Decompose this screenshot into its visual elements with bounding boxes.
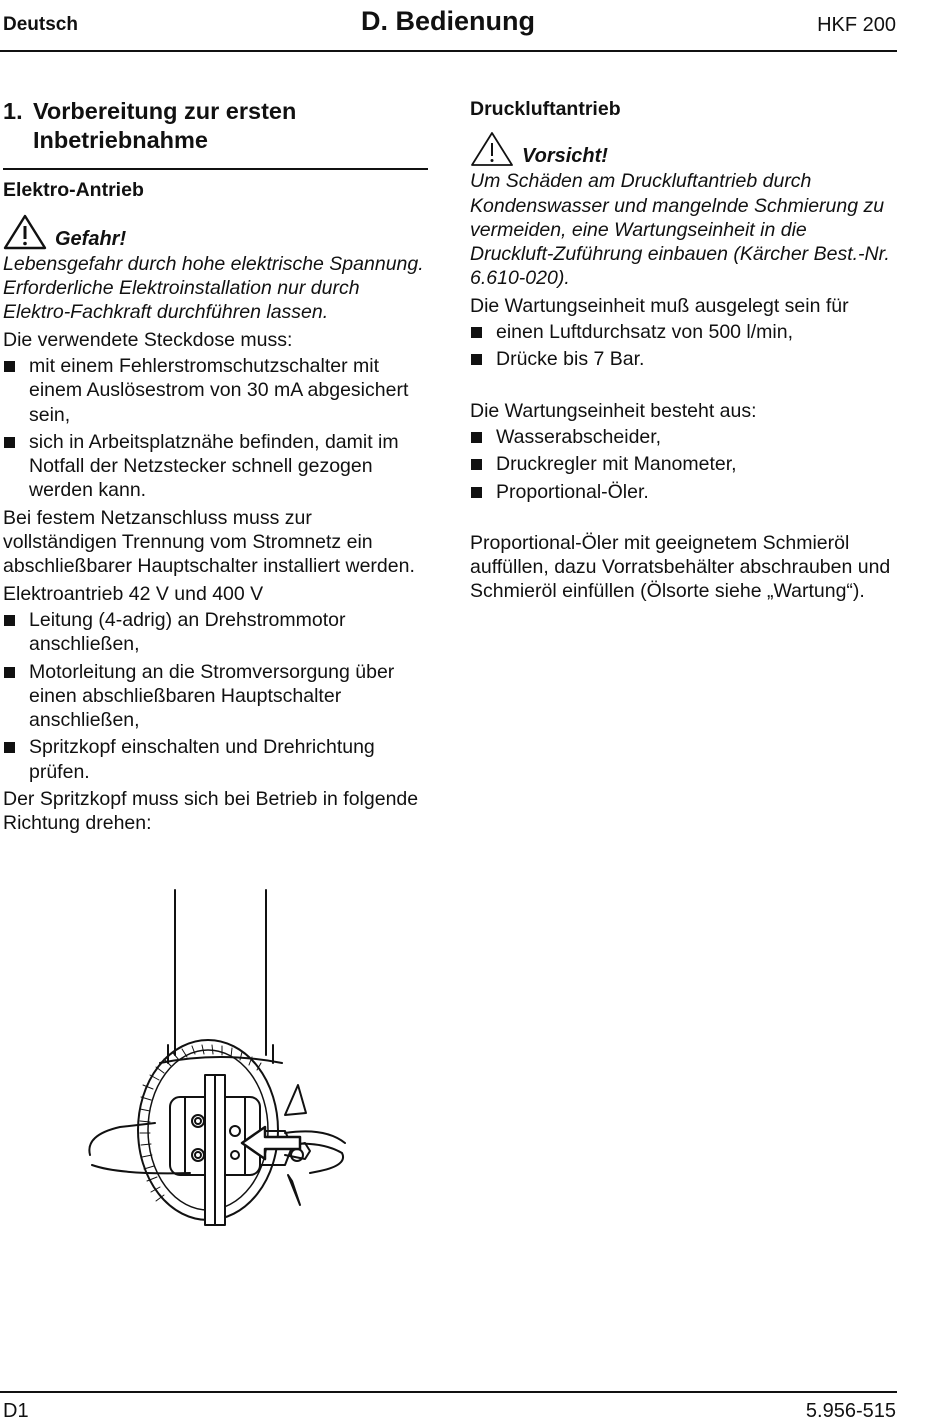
section-heading bbox=[3, 97, 428, 155]
square-bullet-icon bbox=[471, 487, 482, 498]
warning-triangle-icon bbox=[3, 214, 47, 250]
danger-text: Lebensgefahr durch hohe elektrische Spannung. Erforderliche Elektroinstallation nur durch Elektro-Fachkraft durchführen lassen. bbox=[3, 252, 424, 324]
header-rule bbox=[0, 50, 897, 52]
header-language: Deutsch bbox=[3, 14, 78, 35]
danger-label: Gefahr! bbox=[55, 227, 127, 250]
page-number: D1 bbox=[3, 1400, 29, 1422]
section-number: 1. bbox=[3, 98, 23, 124]
list-item: sich in Arbeitsplatznähe befinden, damit im Notfall der Netzstecker schnell gezogen werden kann. bbox=[3, 430, 428, 503]
spacer bbox=[470, 375, 895, 399]
list-item: Proportional-Öler. bbox=[470, 480, 895, 504]
square-bullet-icon bbox=[471, 432, 482, 443]
spray-head-drawing bbox=[80, 885, 370, 1230]
list-item: Wasserabscheider, bbox=[470, 425, 895, 449]
square-bullet-icon bbox=[4, 667, 15, 678]
drive-voltage-text: Elektroantrieb 42 V und 400 V bbox=[3, 582, 264, 605]
square-bullet-icon bbox=[4, 615, 15, 626]
square-bullet-icon bbox=[4, 361, 15, 372]
header-model: HKF 200 bbox=[817, 14, 896, 36]
square-bullet-icon bbox=[471, 327, 482, 338]
square-bullet-icon bbox=[4, 742, 15, 753]
list-item: Druckregler mit Manometer, bbox=[470, 452, 895, 476]
fixed-connection-text: Bei festem Netzanschluss muss zur vollständigen Trennung vom Stromnetz ein abschließbarer Hauptschalter installiert werden. bbox=[3, 506, 415, 578]
square-bullet-icon bbox=[4, 437, 15, 448]
caution-warning bbox=[470, 131, 895, 167]
consists-list bbox=[470, 425, 895, 504]
document-number: 5.956-515 bbox=[805, 1400, 896, 1422]
spacer bbox=[470, 507, 895, 531]
list-item: Leitung (4-adrig) an Drehstrommotor anschließen, bbox=[3, 608, 428, 657]
section-title: Vorbereitung zur ersten Inbetriebnahme bbox=[33, 98, 297, 153]
maintenance-intro: Die Wartungseinheit muß ausgelegt sein für bbox=[470, 294, 849, 317]
right-column bbox=[470, 97, 895, 604]
square-bullet-icon bbox=[471, 459, 482, 470]
spray-head-rotation-illustration bbox=[80, 885, 370, 1230]
rotation-text: Der Spritzkopf muss sich bei Betrieb in folgende Richtung drehen: bbox=[3, 788, 419, 835]
subheading-electric-drive: Elektro-Antrieb bbox=[3, 178, 144, 201]
list-item: mit einem Fehlerstromschutzschalter mit einem Auslösestrom von 30 mA abgesichert sein, bbox=[3, 354, 428, 427]
caution-label: Vorsicht! bbox=[522, 145, 608, 168]
socket-intro: Die verwendete Steckdose muss: bbox=[3, 328, 293, 351]
oiler-text: Proportional-Öler mit geeignetem Schmieröl auffüllen, dazu Vorratsbehälter abschrauben und Schmieröl einfüllen (Ölsorte siehe „Wartung“). bbox=[470, 531, 891, 603]
section-rule bbox=[3, 168, 428, 170]
page-title: D. Bedienung bbox=[361, 6, 535, 36]
maintenance-list bbox=[470, 320, 895, 372]
list-item: Motorleitung an die Stromversorgung über einen abschließbaren Hauptschalter anschließen, bbox=[3, 660, 428, 733]
footer-rule bbox=[0, 1391, 897, 1393]
subheading-air-drive: Druckluftantrieb bbox=[470, 98, 621, 120]
square-bullet-icon bbox=[471, 354, 482, 365]
caution-text: Um Schäden am Druckluftantrieb durch Kondenswasser und mangelnde Schmierung zu vermeiden, eine Wartungseinheit in die Druckluft-Zuführung einbauen (Kärcher Best.-Nr. 6.610-020). bbox=[470, 170, 890, 290]
socket-list bbox=[3, 354, 428, 503]
left-column bbox=[3, 97, 428, 836]
danger-warning bbox=[3, 214, 428, 250]
warning-triangle-icon bbox=[470, 131, 514, 167]
list-item: Drücke bis 7 Bar. bbox=[470, 347, 895, 371]
list-item: einen Luftdurchsatz von 500 l/min, bbox=[470, 320, 895, 344]
list-item: Spritzkopf einschalten und Drehrichtung prüfen. bbox=[3, 735, 428, 784]
drive-list bbox=[3, 608, 428, 784]
consists-intro: Die Wartungseinheit besteht aus: bbox=[470, 399, 757, 422]
